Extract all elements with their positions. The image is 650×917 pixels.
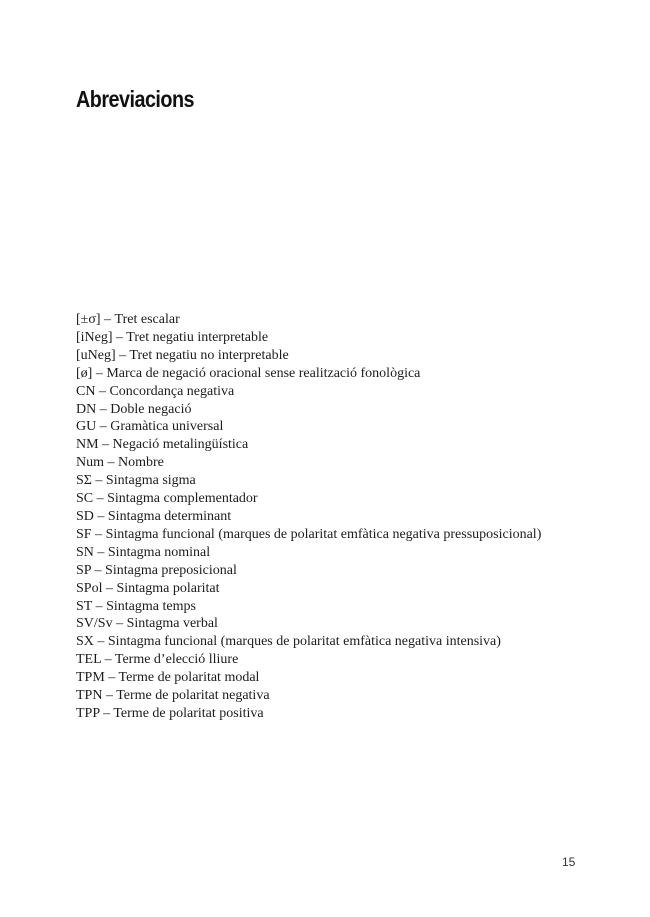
abbreviation-item: ST – Sintagma temps — [76, 598, 196, 614]
abbreviation-item: SN – Sintagma nominal — [76, 544, 211, 560]
page-title: Abreviacions — [76, 86, 195, 112]
abbreviation-item: TPM – Terme de polaritat modal — [76, 670, 260, 686]
abbreviation-item: SC – Sintagma complementador — [76, 491, 258, 507]
abbreviation-item: NM – Negació metalingüística — [76, 437, 249, 453]
abbreviation-item: TEL – Terme d’elecció lliure — [76, 652, 239, 668]
abbreviation-item: [ø] – Marca de negació oracional sense realització fonològica — [76, 365, 421, 381]
abbreviation-item: CN – Concordança negativa — [76, 383, 235, 399]
abbreviation-item: GU – Gramàtica universal — [76, 419, 224, 435]
abbreviation-item: DN – Doble negació — [76, 401, 192, 417]
page-number: 15 — [562, 855, 576, 869]
abbreviation-list — [76, 311, 636, 723]
abbreviation-item: TPP – Terme de polaritat positiva — [76, 705, 264, 721]
abbreviation-item: Num – Nombre — [76, 455, 164, 471]
abbreviation-item: SPol – Sintagma polaritat — [76, 580, 220, 596]
abbreviation-item: SD – Sintagma determinant — [76, 508, 232, 524]
abbreviation-item: SV/Sv – Sintagma verbal — [76, 616, 218, 632]
abbreviation-item: [±σ] – Tret escalar — [76, 312, 180, 327]
abbreviation-item: SX – Sintagma funcional (marques de polaritat emfàtica negativa intensiva) — [76, 634, 501, 650]
abbreviation-item: SΣ – Sintagma sigma — [76, 473, 196, 489]
abbreviation-item: [iNeg] – Tret negatiu interpretable — [76, 329, 269, 345]
abbreviation-item: [uNeg] – Tret negatiu no interpretable — [76, 347, 289, 363]
abbreviation-item: SP – Sintagma preposicional — [76, 562, 237, 578]
abbreviation-item: TPN – Terme de polaritat negativa — [76, 688, 270, 704]
abbreviation-item: SF – Sintagma funcional (marques de polaritat emfàtica negativa pressuposicional) — [76, 526, 542, 542]
